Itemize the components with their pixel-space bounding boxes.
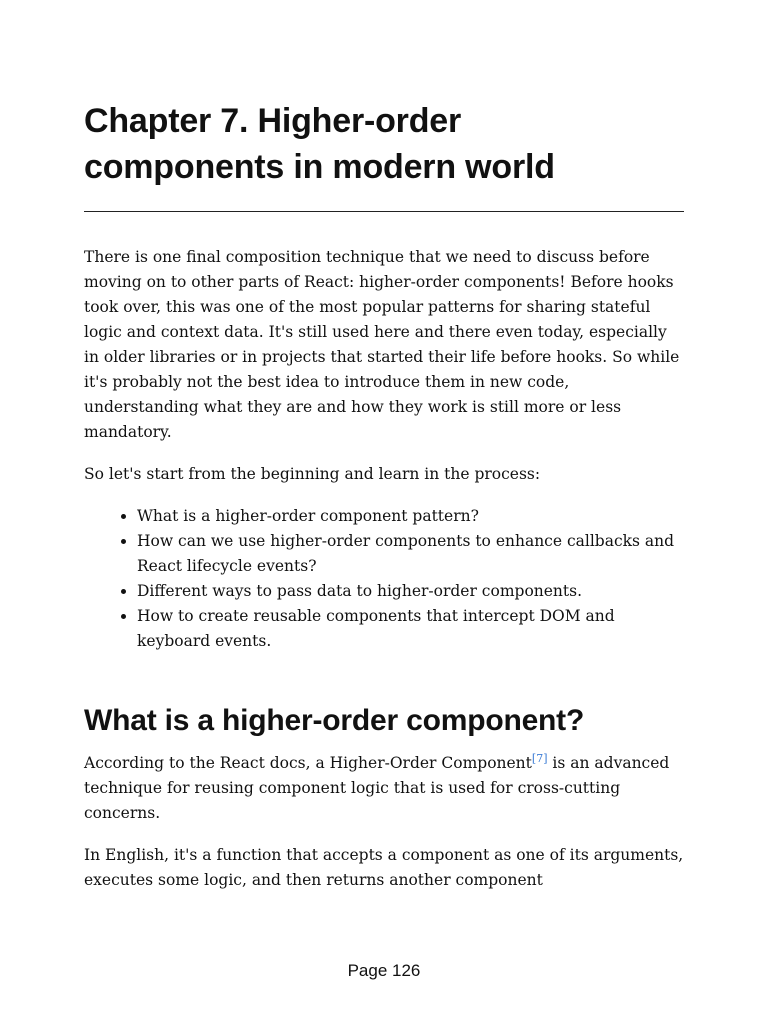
topics-list	[84, 504, 684, 654]
explanation-paragraph: In English, it's a function that accepts a component as one of its arguments, executes some logic, and then returns another component	[84, 846, 684, 889]
chapter-title-line1: Chapter 7. Higher-order	[84, 102, 462, 140]
page-number: Page 126	[347, 961, 421, 980]
definition-text-start: According to the React docs, a Higher-Order Component	[84, 754, 532, 772]
list-item: • How to create reusable components that intercept DOM and keyboard events.	[137, 604, 684, 654]
page-content	[84, 98, 684, 893]
chapter-title-line2: components in modern world	[84, 148, 555, 186]
section-title: What is a higher-order component?	[84, 704, 585, 737]
chapter-title	[84, 98, 684, 212]
list-item: • What is a higher-order component pattern?	[137, 504, 684, 529]
definition-paragraph	[84, 751, 684, 826]
intro-lead-in: So let's start from the beginning and learn in the process:	[84, 465, 541, 483]
list-item: • How can we use higher-order components to enhance callbacks and React lifecycle events?	[137, 529, 684, 579]
footnote-link[interactable]: [7]	[531, 751, 548, 765]
intro-paragraph: There is one final composition technique that we need to discuss before moving on to other parts of React: higher-order components! Before hooks took over, this was one of the most popular patterns for sharing stateful logic and context data. It's still used here and there even today, especially in older libraries or in projects that started their life before hooks. So while it's probably not the best idea to introduce them in new code, understanding what they are and how they work is still more or less mandatory.	[84, 248, 680, 441]
list-item: • Different ways to pass data to higher-order components.	[137, 579, 684, 604]
definition-text-end: is an advanced technique for reusing component logic that is used for cross-cutting concerns.	[84, 754, 670, 822]
